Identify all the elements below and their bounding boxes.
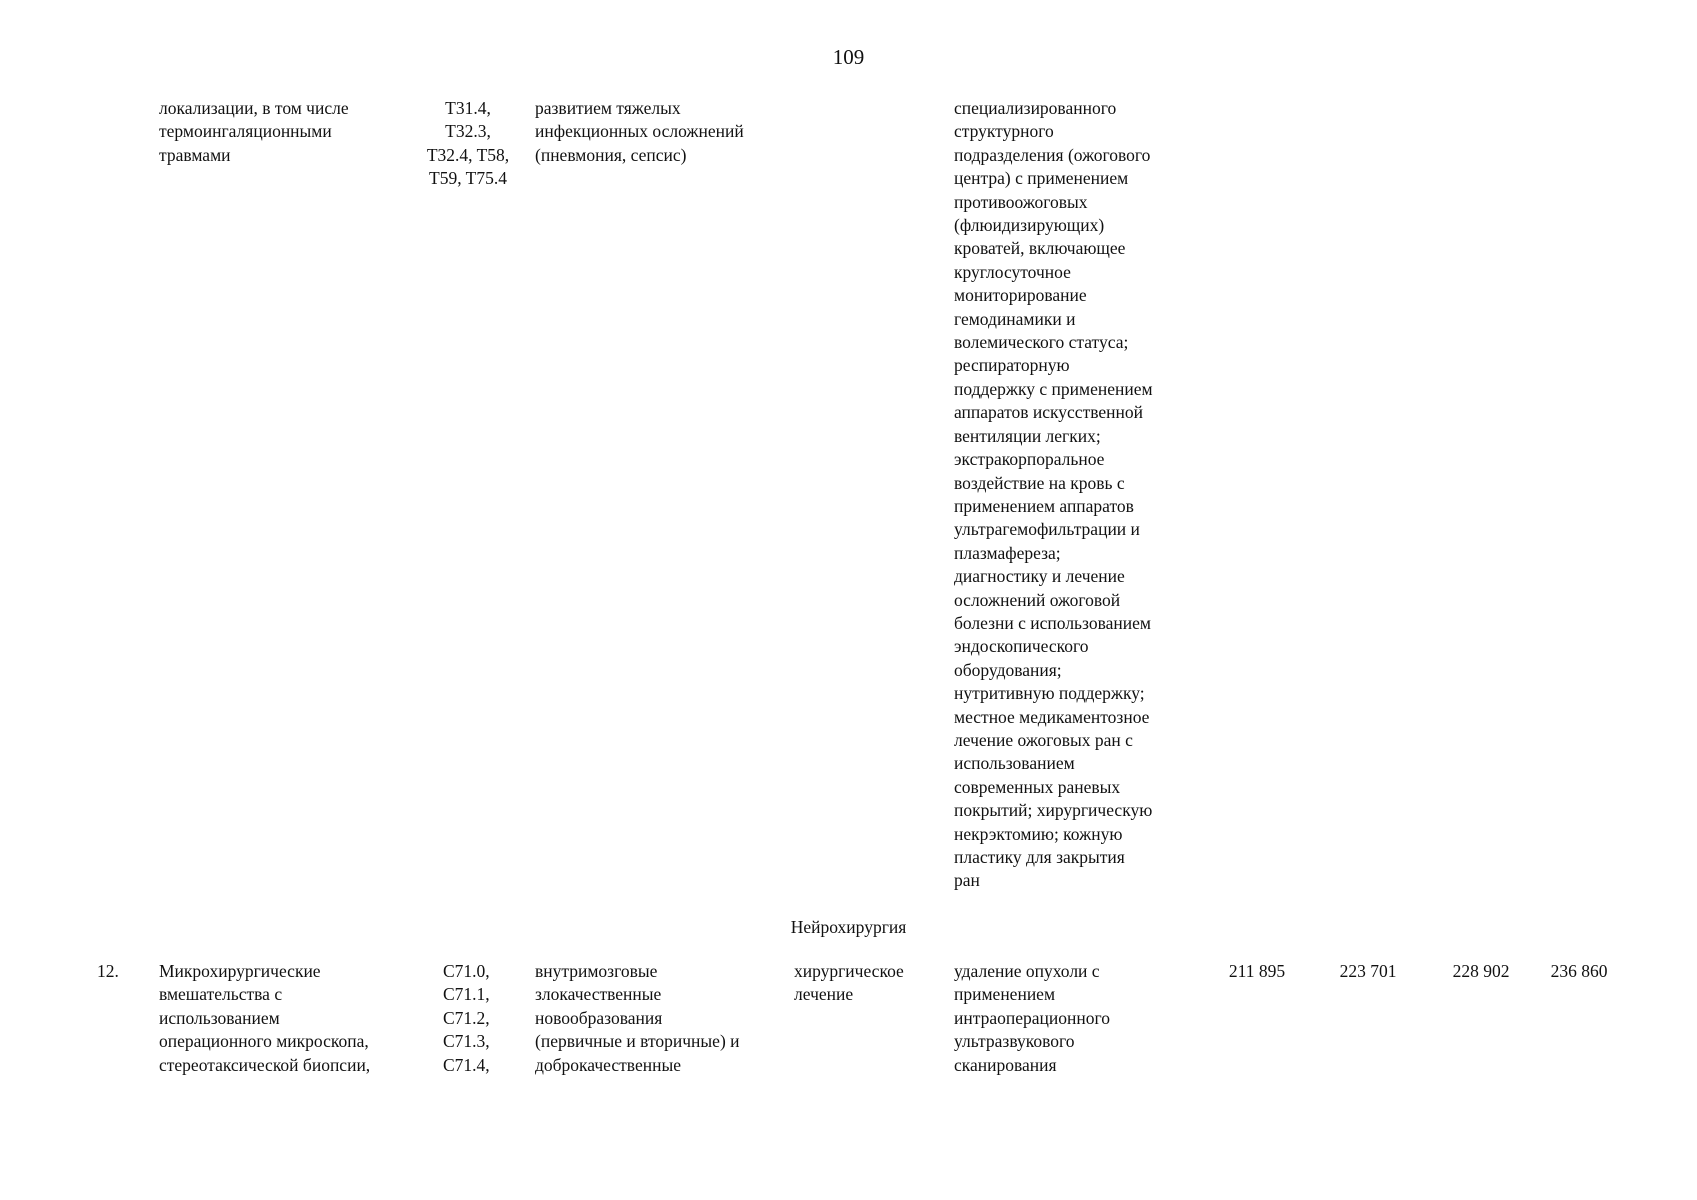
cell-patient-model: развитием тяжелых инфекционных осложнений (пневмония, сепсис) — [535, 98, 744, 165]
cell-icd-codes: C71.0, C71.1, C71.2, C71.3, C71.4, — [443, 961, 490, 1075]
cell-row-number: 12. — [97, 961, 119, 981]
cell-cost-value-4: 236 860 — [1550, 961, 1608, 981]
section-heading: Нейрохирургия — [790, 917, 907, 937]
cell-treatment-method: специализированного структурного подразделения (ожогового центра) с применением противоожоговых (флюидизирующих) кроватей, включающее круглосуточное мониторирование гемодинамики и волемического статуса; респираторную поддержку с применением аппаратов искусственной вентиляции легких; экстракорпоральное воздействие на кровь с применением аппаратов ультрагемофильтрации и плазмафереза; диагностику и лечение осложнений ожоговой болезни с использованием эндоскопического оборудования; нутритивную поддержку; местное медикаментозное лечение ожоговых ран с использованием современных раневых покрытий; хирургическую некрэктомию; кожную пластику для закрытия ран — [954, 98, 1153, 891]
cell-intervention-name: локализации, в том числе термоингаляционными травмами — [159, 98, 349, 165]
cell-cost-value-3: 228 902 — [1452, 961, 1510, 981]
cell-cost-value-1: 211 895 — [1228, 961, 1286, 981]
cell-treatment-type: хирургическое лечение — [794, 961, 904, 1005]
cell-treatment-method: удаление опухоли с применением интраоперационного ультразвукового сканирования — [954, 961, 1110, 1075]
page-number: 109 — [832, 45, 865, 69]
cell-intervention-name: Микрохирургические вмешательства с использованием операционного микроскопа, стереотаксической биопсии, — [159, 961, 371, 1075]
cell-cost-value-2: 223 701 — [1339, 961, 1397, 981]
cell-patient-model: внутримозговые злокачественные новообразования (первичные и вторичные) и доброкачественные — [535, 961, 740, 1075]
cell-icd-codes: T31.4, T32.3, T32.4, T58, T59, T75.4 — [426, 98, 510, 189]
